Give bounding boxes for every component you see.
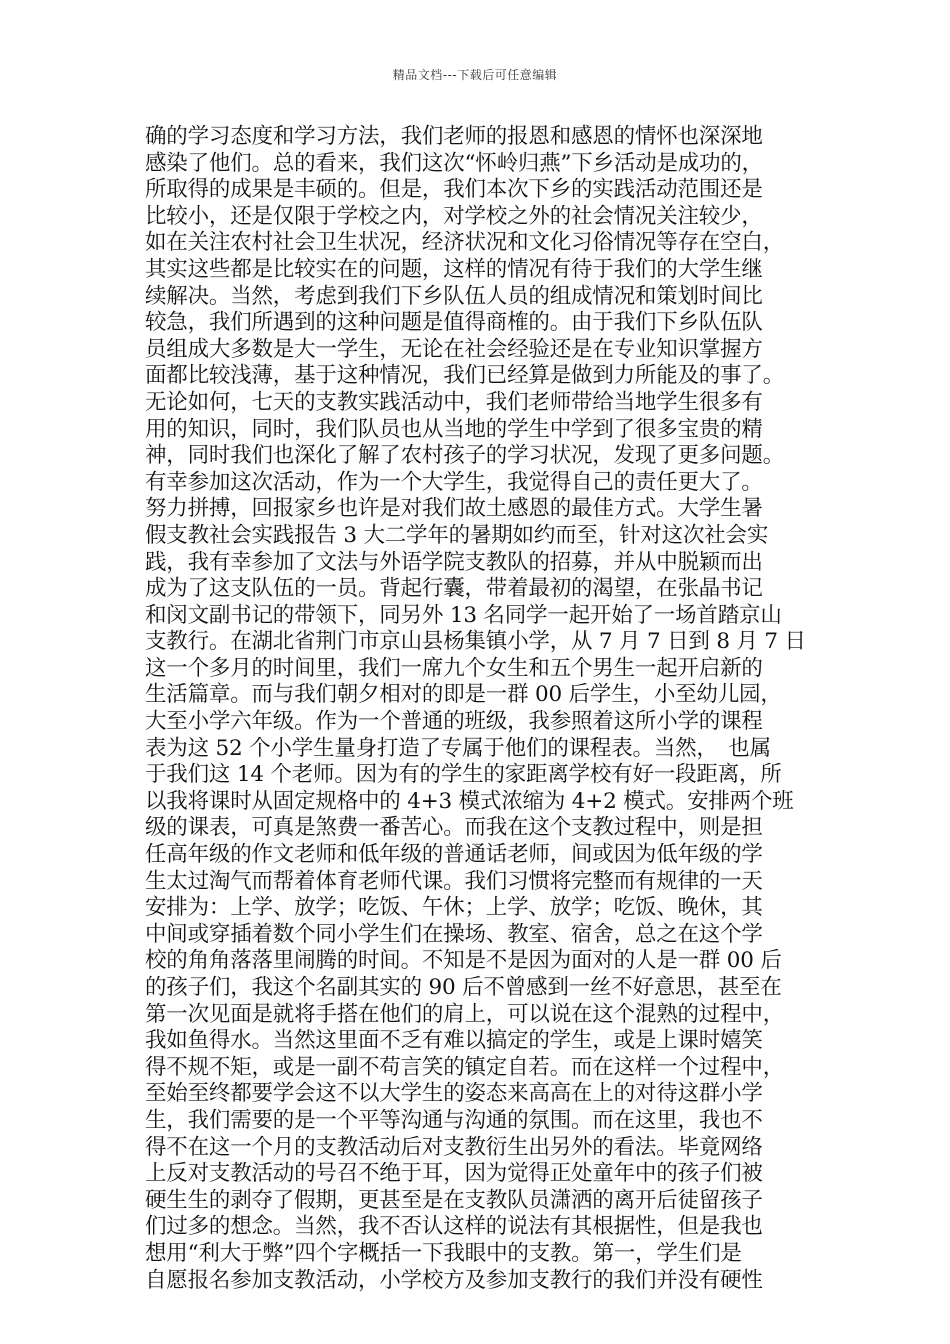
text-line: 得不在这一个月的支教活动后对支教衍生出另外的看法。毕竟网络 (145, 1134, 763, 1160)
text-line: 得不规不矩，或是一副不苟言笑的镇定自若。而在这样一个过程中， (145, 1054, 785, 1080)
text-line: 任高年级的作文老师和低年级的普通话老师，间或因为低年级的学 (145, 842, 763, 868)
text-line: 所取得的成果是丰硕的。但是，我们本次下乡的实践活动范围还是 (145, 177, 763, 203)
text-line: 们过多的想念。当然，我不否认这样的说法有其根据性，但是我也 (145, 1214, 763, 1240)
text-line: 以我将课时从固定规格中的 4+3 模式浓缩为 4+2 模式。安排两个班 (145, 788, 794, 814)
text-line: 比较小，还是仅限于学校之内，对学校之外的社会情况关注较少， (145, 203, 763, 229)
text-line: 践，我有幸参加了文法与外语学院支教队的招募，并从中脱颖而出 (145, 549, 763, 575)
text-line: 续解决。当然，考虑到我们下乡队伍人员的组成情况和策划时间比 (145, 283, 763, 309)
text-line: 有幸参加这次活动，作为一个大学生，我觉得自己的责任更大了。 (145, 469, 763, 495)
text-line: 表为这 52 个小学生量身打造了专属于他们的课程表。当然， 也属 (145, 735, 771, 761)
text-line: 神，同时我们也深化了解了农村孩子的学习状况，发现了更多问题。 (145, 443, 785, 469)
text-line: 其实这些都是比较实在的问题，这样的情况有待于我们的大学生继 (145, 256, 763, 282)
text-line: 第一次见面是就将手搭在他们的肩上，可以说在这个混熟的过程中， (145, 1001, 785, 1027)
text-line: 硬生生的剥夺了假期，更甚至是在支教队员潇洒的离开后徒留孩子 (145, 1187, 763, 1213)
document-body (145, 124, 810, 1294)
text-line: 级的课表，可真是煞费一番苦心。而我在这个支教过程中，则是担 (145, 815, 763, 841)
text-line: 大至小学六年级。作为一个普通的班级，我参照着这所小学的课程 (145, 709, 763, 735)
text-line: 至始至终都要学会这不以大学生的姿态来高高在上的对待这群小学 (145, 1081, 763, 1107)
text-line: 这一个多月的时间里，我们一席九个女生和五个男生一起开启新的 (145, 655, 763, 681)
text-line: 的孩子们，我这个名副其实的 90 后不曾感到一丝不好意思，甚至在 (145, 975, 782, 1000)
text-line: 校的角角落落里闹腾的时间。不知是不是因为面对的人是一群 00 后 (145, 948, 782, 974)
text-line: 上反对支教活动的号召不绝于耳，因为觉得正处童年中的孩子们被 (145, 1161, 763, 1187)
text-line: 努力拼搏，回报家乡也许是对我们故土感恩的最佳方式。大学生暑 (145, 496, 763, 522)
text-line: 生，我们需要的是一个平等沟通与沟通的氛围。而在这里，我也不 (145, 1107, 763, 1133)
text-line: 假支教社会实践报告 3 大二学年的暑期如约而至，针对这次社会实 (145, 522, 769, 548)
text-line: 生活篇章。而与我们朝夕相对的即是一群 00 后学生，小至幼儿园， (145, 682, 782, 708)
text-line: 成为了这支队伍的一员。背起行囊，带着最初的渴望，在张晶书记 (145, 576, 763, 602)
text-line: 较急，我们所遇到的这种问题是值得商榷的。由于我们下乡队伍队 (145, 310, 763, 336)
text-line: 中间或穿插着数个同小学生们在操场、教室、宿舍，总之在这个学 (145, 921, 763, 947)
text-line: 和闵文副书记的带领下，同另外 13 名同学一起开始了一场首踏京山 (145, 602, 782, 628)
text-line: 员组成大多数是大一学生，无论在社会经验还是在专业知识掌握方 (145, 336, 763, 362)
text-line: 生太过淘气而帮着体育老师代课。我们习惯将完整而有规律的一天 (145, 868, 763, 894)
text-line: 确的学习态度和学习方法，我们老师的报恩和感恩的情怀也深深地 (145, 124, 763, 149)
text-line: 我如鱼得水。当然这里面不乏有难以搞定的学生，或是上课时嬉笑 (145, 1028, 763, 1054)
text-line: 自愿报名参加支教活动，小学校方及参加支教行的我们并没有硬性 (145, 1267, 763, 1293)
text-line: 如在关注农村社会卫生状况，经济状况和文化习俗情况等存在空白， (145, 230, 785, 256)
text-line: 用的知识，同时，我们队员也从当地的学生中学到了很多宝贵的精 (145, 416, 763, 442)
text-line: 想用“利大于弊”四个字概括一下我眼中的支教。第一，学生们是 (145, 1240, 742, 1266)
text-line: 支教行。在湖北省荆门市京山县杨集镇小学，从 7 月 7 日到 8 月 7 日 (145, 629, 806, 655)
text-line: 安排为：上学、放学；吃饭、午休；上学、放学；吃饭、晚休，其 (145, 895, 763, 921)
text-line: 于我们这 14 个老师。因为有的学生的家距离学校有好一段距离，所 (145, 762, 782, 788)
text-line: 面都比较浅薄，基于这种情况，我们已经算是做到力所能及的事了。 (145, 363, 785, 389)
text-line: 无论如何，七天的支教实践活动中，我们老师带给当地学生很多有 (145, 389, 763, 415)
page-header: 精品文档---下载后可任意编辑 (392, 68, 558, 82)
text-line: 感染了他们。总的看来，我们这次“怀岭归燕”下乡活动是成功的， (145, 150, 763, 176)
